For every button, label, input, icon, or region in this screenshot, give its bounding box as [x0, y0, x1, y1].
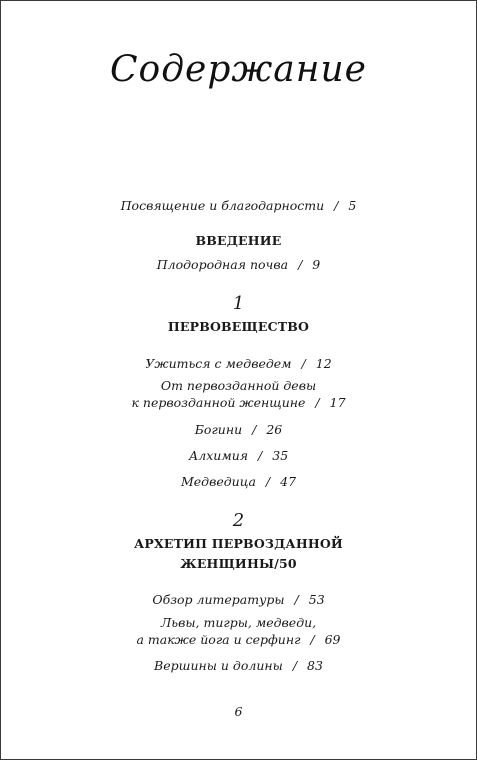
separator: /	[310, 632, 315, 647]
entry-page: 35	[272, 448, 289, 463]
entry-page: 83	[307, 658, 323, 673]
entry-label: Вершины и долины	[154, 658, 283, 673]
chapter-number-1: 1	[232, 293, 245, 314]
entry-label: Медведица	[180, 474, 256, 489]
heading-label: ЖЕНЩИНЫ	[180, 556, 275, 571]
entry-page: 47	[280, 474, 297, 489]
heading-page: 50	[278, 556, 297, 571]
toc-entry-she-bear	[1, 473, 476, 490]
separator: /	[298, 257, 303, 272]
section-heading-intro: ВВЕДЕНИЕ	[195, 233, 282, 248]
page-title: Содержание	[110, 49, 367, 90]
toc-entry-virgin-line1: От первозданной девы	[160, 378, 317, 393]
toc-entry-goddesses	[1, 421, 476, 438]
separator: /	[301, 356, 306, 371]
entry-label: а также йога и серфинг	[136, 632, 301, 647]
entry-label: Богини	[194, 422, 243, 437]
toc-entry-dedication	[1, 197, 476, 214]
entry-page: 53	[308, 592, 325, 607]
separator: /	[315, 395, 320, 410]
entry-page: 17	[329, 395, 346, 410]
entry-label: Обзор литературы	[152, 592, 285, 607]
chapter-number-2: 2	[232, 510, 245, 531]
entry-page: 5	[348, 198, 357, 213]
toc-entry-bear	[1, 355, 476, 372]
entry-label: Алхимия	[188, 448, 249, 463]
chapter-heading-1: ПЕРВОВЕЩЕСТВО	[167, 319, 310, 334]
entry-label: Плодородная почва	[156, 257, 289, 272]
separator: /	[274, 556, 279, 571]
entry-page: 26	[266, 422, 283, 437]
page-number: 6	[234, 704, 243, 719]
toc-entry-fertile-soil	[1, 256, 476, 273]
entry-label: к первозданной женщине	[131, 395, 306, 410]
entry-page: 9	[312, 257, 321, 272]
toc-entry-peaks	[1, 657, 476, 674]
separator: /	[265, 474, 271, 489]
toc-entry-lions-line2	[1, 631, 476, 648]
entry-page: 69	[324, 632, 341, 647]
chapter-heading-2-line2	[1, 554, 476, 574]
separator: /	[294, 592, 299, 607]
toc-entry-lions-line1: Львы, тигры, медведи,	[160, 615, 317, 630]
toc-entry-virgin-line2	[1, 394, 476, 411]
table-of-contents	[1, 197, 476, 674]
separator: /	[334, 198, 339, 213]
separator: /	[292, 658, 298, 673]
toc-entry-alchemy	[1, 447, 476, 464]
entry-label: Посвящение и благодарности	[120, 198, 325, 213]
entry-page: 12	[315, 356, 332, 371]
entry-label: Ужиться с медведем	[145, 356, 292, 371]
chapter-heading-2-line1: АРХЕТИП ПЕРВОЗДАННОЙ	[134, 536, 343, 551]
separator: /	[258, 448, 263, 463]
separator: /	[252, 422, 257, 437]
toc-entry-lit-review	[1, 591, 476, 608]
